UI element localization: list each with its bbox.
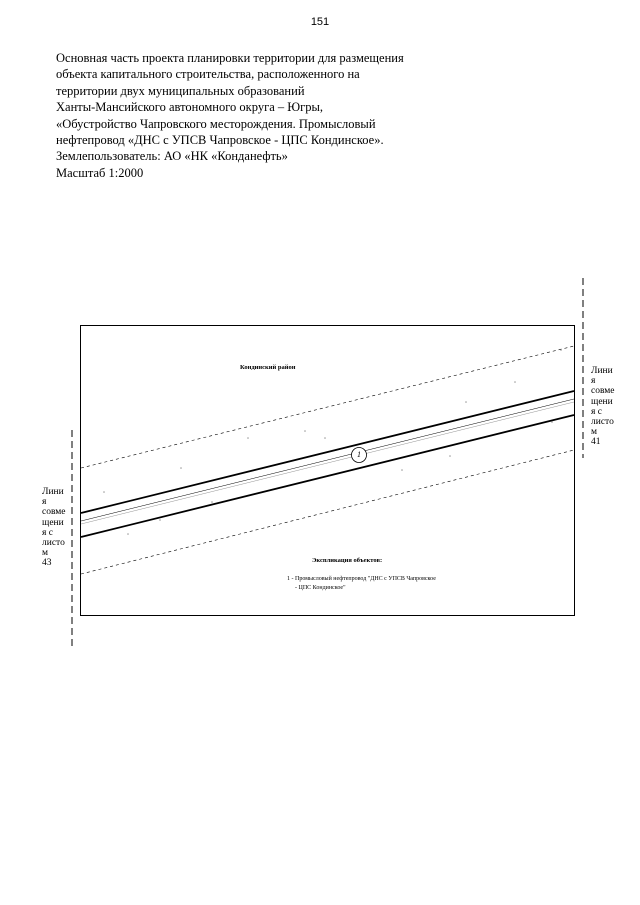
title-line: Основная часть проекта планировки территории для размещения bbox=[56, 51, 404, 65]
explication-item-line: - ЦПС Кондинское" bbox=[295, 585, 346, 591]
title-line: «Обустройство Чапровского месторождения. Промысловый bbox=[56, 116, 376, 131]
match-label-line: листо bbox=[591, 417, 614, 428]
match-label-line: я с bbox=[42, 527, 53, 538]
explication-heading: Экспликация объектов: bbox=[312, 557, 383, 564]
match-line-right-label bbox=[591, 366, 619, 448]
match-label-line: щени bbox=[591, 396, 613, 407]
match-label-line: я bbox=[42, 497, 47, 508]
explication-item bbox=[287, 575, 487, 593]
match-label-line: совме bbox=[591, 386, 615, 397]
land-user-line: Землепользователь: АО «НК «Конданефть» bbox=[56, 149, 288, 164]
match-label-line: Лини bbox=[42, 487, 64, 497]
match-label-line: 41 bbox=[591, 437, 601, 448]
match-line-left-label bbox=[42, 487, 70, 569]
match-label-line: я с bbox=[591, 406, 602, 417]
title-line: объекта капитального строительства, расположенного на bbox=[56, 67, 360, 82]
match-label-line: Лини bbox=[591, 366, 613, 376]
match-label-line: совме bbox=[42, 507, 66, 518]
match-label-line: 43 bbox=[42, 558, 52, 569]
page-number: 151 bbox=[310, 16, 330, 28]
match-label-line: я bbox=[591, 376, 596, 387]
region-label: Кондинский район bbox=[240, 364, 296, 371]
object-number-label: 1 bbox=[357, 450, 361, 459]
match-label-line: м bbox=[42, 548, 49, 559]
title-line: Ханты-Мансийского автономного округа – Югры, bbox=[56, 100, 324, 115]
map-frame bbox=[80, 325, 575, 616]
explication-item-line: 1 - Промысловый нефтепровод "ДНС с УПСВ Чапровское bbox=[287, 576, 436, 582]
match-label-line: м bbox=[591, 427, 598, 438]
title-line: нефтепровод «ДНС с УПСВ Чапровское - ЦПС Кондинское». bbox=[56, 133, 384, 148]
match-label-line: листо bbox=[42, 538, 65, 549]
scale-line: Масштаб 1:2000 bbox=[56, 165, 144, 180]
title-line: территории двух муниципальных образований bbox=[56, 83, 305, 98]
match-label-line: щени bbox=[42, 517, 64, 528]
